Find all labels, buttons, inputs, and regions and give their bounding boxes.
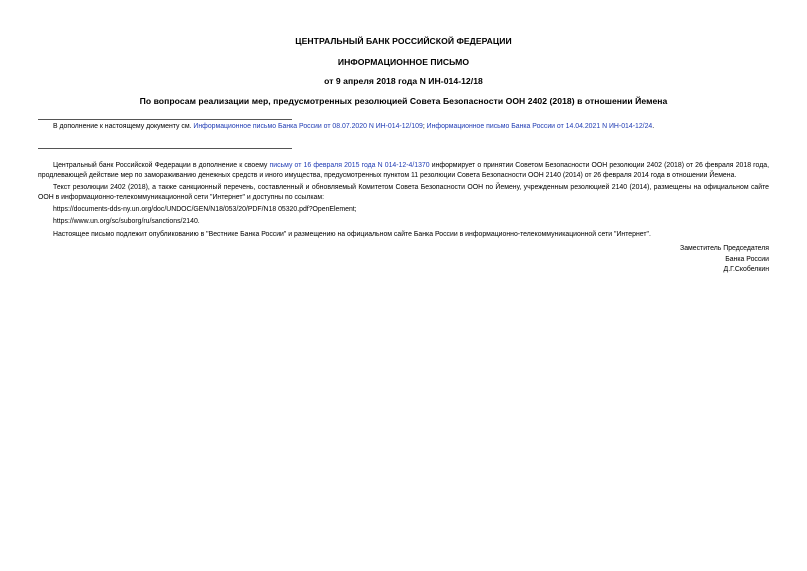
addendum-prefix: В дополнение к настоящему документу см. xyxy=(53,123,194,130)
signatory-organization: Банка России xyxy=(725,255,769,263)
document-subject: По вопросам реализации мер, предусмотренных резолюцией Совета Безопасности ООН 2402 (2018) в отношении Йемена xyxy=(139,96,668,106)
bank-name-heading: ЦЕНТРАЛЬНЫЙ БАНК РОССИЙСКОЙ ФЕДЕРАЦИИ xyxy=(295,36,512,46)
url-un-sanctions: https://www.un.org/sc/suborg/ru/sanctions/2140. xyxy=(53,218,200,226)
addendum-note xyxy=(53,123,654,130)
signature-block xyxy=(680,244,769,276)
addendum-separator: ; xyxy=(422,123,427,130)
document-date-number: от 9 апреля 2018 года N ИН-014-12/18 xyxy=(324,76,483,86)
letter-2015-link[interactable]: письму от 16 февраля 2015 года N 014-12-4/1370 xyxy=(269,162,430,169)
separator-rule-top xyxy=(38,119,292,120)
url-un-documents: https://documents-dds-ny.un.org/doc/UNDOC/GEN/N18/053/20/PDF/N18 05320.pdf?OpenElement; xyxy=(53,206,357,214)
signatory-name: Д.Г.Скобелкин xyxy=(723,266,769,274)
addendum-link-2021[interactable]: Информационное письмо Банка России от 14.04.2021 N ИН-014-12/24 xyxy=(426,123,653,130)
addendum-link-2020[interactable]: Информационное письмо Банка России от 08.07.2020 N ИН-014-12/109 xyxy=(193,123,423,130)
paragraph-intro xyxy=(38,161,769,181)
document-type-heading: ИНФОРМАЦИОННОЕ ПИСЬМО xyxy=(337,57,470,67)
addendum-suffix: . xyxy=(652,123,655,130)
separator-rule-bottom xyxy=(38,148,292,149)
paragraph-resolution-text: Текст резолюции 2402 (2018), а также санкционный перечень, составленный и обновляемый Комитетом Совета Безопасности ООН по Йемену, учрежденным резолюцией 2140 (2014), размещены на официальном сайте ООН в информационно-телекоммуникационной сети "Интернет" и доступны по ссылкам: xyxy=(38,184,769,201)
letter-body xyxy=(38,161,769,242)
paragraph-intro-end: информирует о принятии Советом Безопасности ООН резолюции 2402 (2018) от 26 февраля 2018 года, продлевающей действие мер по замораживанию денежных средств и иного имущества, предусмотренных пунктом 11 резолюции Совета Безопасности ООН 2140 (2014) от 26 февраля 2014 года в отношении Йемена. xyxy=(38,162,769,179)
signatory-position: Заместитель Председателя xyxy=(680,245,769,252)
paragraph-intro-start: Центральный банк Российской Федерации в дополнение к своему xyxy=(53,162,270,169)
paragraph-publication: Настоящее письмо подлежит опубликованию в "Вестнике Банка России" и размещению на официальном сайте Банка России в информационно-телекоммуникационной сети "Интернет". xyxy=(53,230,651,238)
